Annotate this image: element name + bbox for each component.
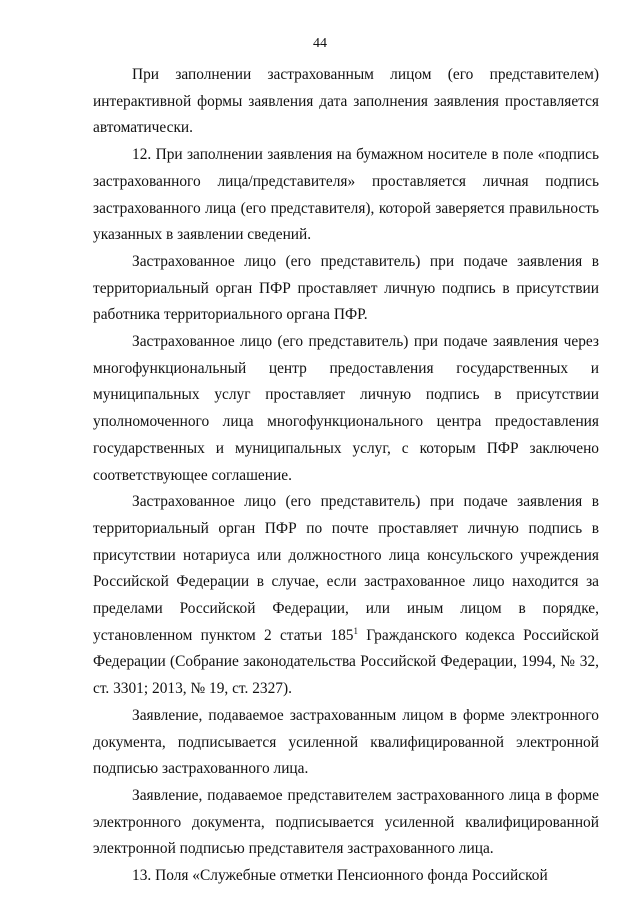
paragraph-auto-date: При заполнении застрахованным лицом (его представителем) интерактивной формы заявления дата заполнения заявления проставляется автоматически. (93, 66, 599, 137)
mail-signature-text-after: Гражданского кодекса Российской Федерации (Собрание законодательства Российской Федерации, 1994, № 32, ст. 3301; 2013, № 19, ст. 2327). (93, 626, 599, 698)
paragraph-13-service-marks: 13. Поля «Служебные отметки Пенсионного фонда Российской (132, 867, 548, 885)
paragraph-12-paper-signature: 12. При заполнении заявления на бумажном носителе в поле «подпись застрахованного лица/представителя» проставляется личная подпись застрахованного лица (его представителя), которой заверяется правильность указанных в заявлении сведений. (93, 146, 599, 244)
paragraph-electronic-insured: Заявление, подаваемое застрахованным лицом в форме электронного документа, подписывается усиленной квалифицированной электронной подписью застрахованного лица. (93, 706, 599, 778)
page-number: 44 (313, 36, 327, 51)
paragraph-mfc-signature: Застрахованное лицо (его представитель) при подаче заявления через многофункциональный центр предоставления государственных и муниципальных услуг проставляет личную подпись в присутствии уполномоченного лица многофункционального центра предоставления государственных и муниципальных услуг, с которым ПФР заключено соответствующее соглашение. (93, 333, 599, 484)
article-superscript: 1 (353, 625, 358, 636)
document-body (93, 62, 599, 890)
paragraph-electronic-representative: Заявление, подаваемое представителем застрахованного лица в форме электронного документа, подписывается усиленной квалифицированной электронной подписью представителя застрахованного лица. (93, 786, 599, 858)
mail-signature-text-before: Застрахованное лицо (его представитель) при подаче заявления в территориальный орган ПФР по почте проставляет личную подпись в присутствии нотариуса или должностного лица консульского учреждения Российской Федерации в случае, если застрахованное лицо находится за пределами Российской Федерации, или иным лицом в порядке, установленном пунктом 2 статьи 185 (93, 493, 599, 644)
paragraph-mail-signature (93, 489, 599, 703)
paragraph-pfr-office-signature: Застрахованное лицо (его представитель) при подаче заявления в территориальный орган ПФР проставляет личную подпись в присутствии работника территориального органа ПФР. (93, 252, 599, 324)
